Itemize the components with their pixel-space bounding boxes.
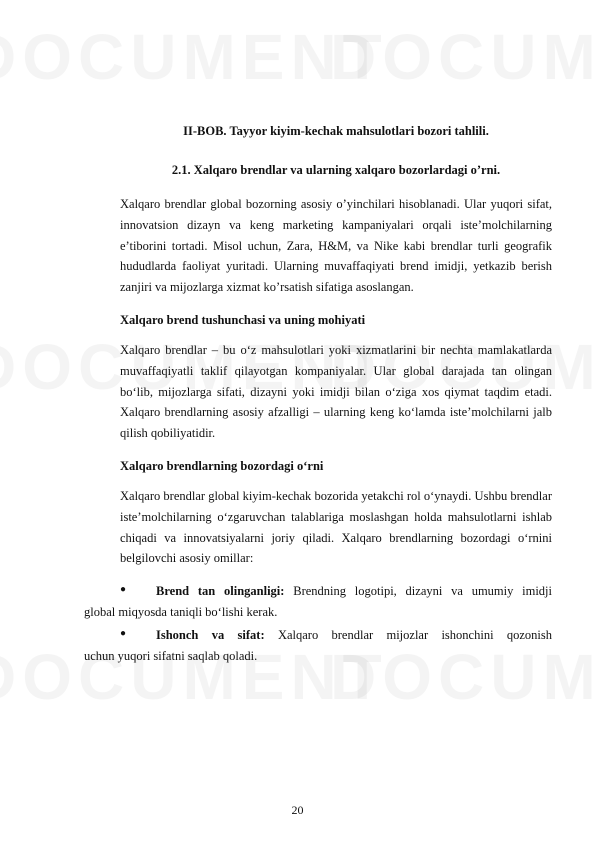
bullet-text: Xalqaro brendlar mijozlar ishonchini qozonish	[277, 627, 552, 642]
chapter-title: II-BOB. Tayyor kiyim-kechak mahsulotlari bozori tahlili.	[183, 124, 489, 138]
watermark-text	[330, 20, 595, 94]
bullet-icon: ●	[120, 627, 127, 639]
paragraph	[120, 340, 552, 444]
bullet-label: Ishonch va sifat:	[156, 627, 265, 642]
subheading: Xalqaro brend tushunchasi va uning mohiyati	[120, 312, 366, 327]
paragraph	[120, 194, 552, 298]
paragraph-text: Xalqaro brendlar – bu o‘z mahsulotlari yoki xizmatlarini bir nechta mamlakatlarda muvaffaqiyatli taklif qilayotgan kompaniyalar. Ular global darajada tan olingan bo‘lib, mijozlarga sifati, dizayni yoki imidji bilan o‘ziga xos qiymat taqdim etadi. Xalqaro brendlarning asosiy afzalligi – ularning keng ko‘lamda iste’molchilarni jalb qilish qobiliyatidir.	[120, 342, 552, 441]
watermark-text	[0, 20, 388, 94]
paragraph-text: Xalqaro brendlar global kiyim-kechak bozorida yetakchi rol o‘ynaydi. Ushbu brendlar iste’molchilarning o‘zgaruvchan talablariga moslashgan holda mahsulotlarni ishlab chiqadi va innovatsiyalarni joriy qiladi. Xalqaro brendlarning bozordagi o‘rnini belgilovchi asosiy omillar:	[120, 488, 552, 566]
section-title: 2.1. Xalqaro brendlar va ularning xalqaro bozorlardagi o’rni.	[171, 162, 501, 177]
bullet-icon: ●	[120, 584, 127, 596]
bullet-item	[84, 625, 552, 667]
paragraph-text: Xalqaro brendlar global bozorning asosiy o’yinchilari hisoblanadi. Ular yuqori sifat, innovatsion dizayn va keng marketing kampaniyalari orqali iste’molchilarning e’tiborini tortadi. Misol uchun, Zara, H&M, va Nike kabi brendlar turli geografik hududlarda faoliyat yuritadi. Ularning muvaffaqiyati brend imidji, yetkazib berish zanjiri va mijozlarga xizmat ko’rsatish sifatiga asoslangan.	[120, 197, 552, 295]
document-page	[84, 124, 552, 666]
page-number: 20	[291, 803, 304, 817]
bullet-text-continued: uchun yuqori sifatni saqlab qoladi.	[84, 648, 258, 663]
bullet-text-continued: global miqyosda taniqli bo‘lishi kerak.	[84, 604, 278, 619]
paragraph	[120, 486, 552, 569]
subheading: Xalqaro brendlarning bozordagi o‘rni	[120, 458, 324, 473]
bullet-item	[84, 581, 552, 623]
bullet-label: Brend tan olinganligi:	[156, 584, 285, 599]
bullet-text: Brendning logotipi, dizayni va umumiy imidji	[293, 584, 552, 599]
